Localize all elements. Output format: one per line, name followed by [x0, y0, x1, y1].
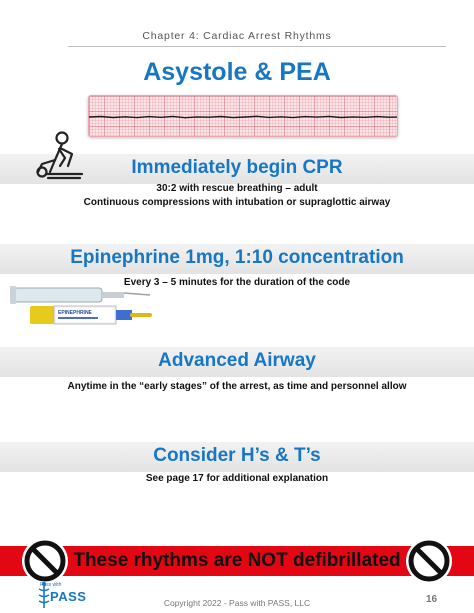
section-title-hs-ts: Consider H’s & T’s: [153, 445, 321, 466]
syringe-label: EPINEPHRINE: [58, 310, 92, 316]
cpr-line-1: 30:2 with rescue breathing – adult: [156, 183, 318, 194]
logo-text: PASS: [50, 589, 87, 604]
chapter-heading: Chapter 4: Cardiac Arrest Rhythms: [142, 30, 332, 42]
airway-line-1: Anytime in the “early stages” of the arrest, as time and personnel allow: [67, 381, 407, 392]
header-divider: [68, 46, 446, 47]
hs-ts-line-1: See page 17 for additional explanation: [145, 473, 329, 484]
no-symbol-icon: [405, 537, 453, 585]
page-title: Asystole & PEA: [143, 58, 331, 86]
cpr-icon: [32, 130, 87, 182]
section-title-airway: Advanced Airway: [158, 350, 316, 371]
no-symbol-icon: [21, 537, 69, 585]
page-number: 16: [426, 594, 438, 605]
section-title-cpr: Immediately begin CPR: [131, 157, 343, 178]
syringe-icon: [10, 280, 155, 332]
warning-banner-text: These rhythms are NOT defibrillated: [73, 550, 401, 571]
cpr-line-2: Continuous compressions with intubation or supraglottic airway: [83, 197, 391, 208]
logo-tagline: Pass with: [40, 582, 62, 588]
section-title-epinephrine: Epinephrine 1mg, 1:10 concentration: [70, 247, 404, 268]
epinephrine-line-1: Every 3 – 5 minutes for the duration of the code: [123, 277, 351, 288]
flatline-trace: [89, 96, 398, 137]
copyright: Copyright 2022 - Pass with PASS, LLC: [163, 598, 311, 608]
ecg-strip-image: [88, 95, 398, 137]
